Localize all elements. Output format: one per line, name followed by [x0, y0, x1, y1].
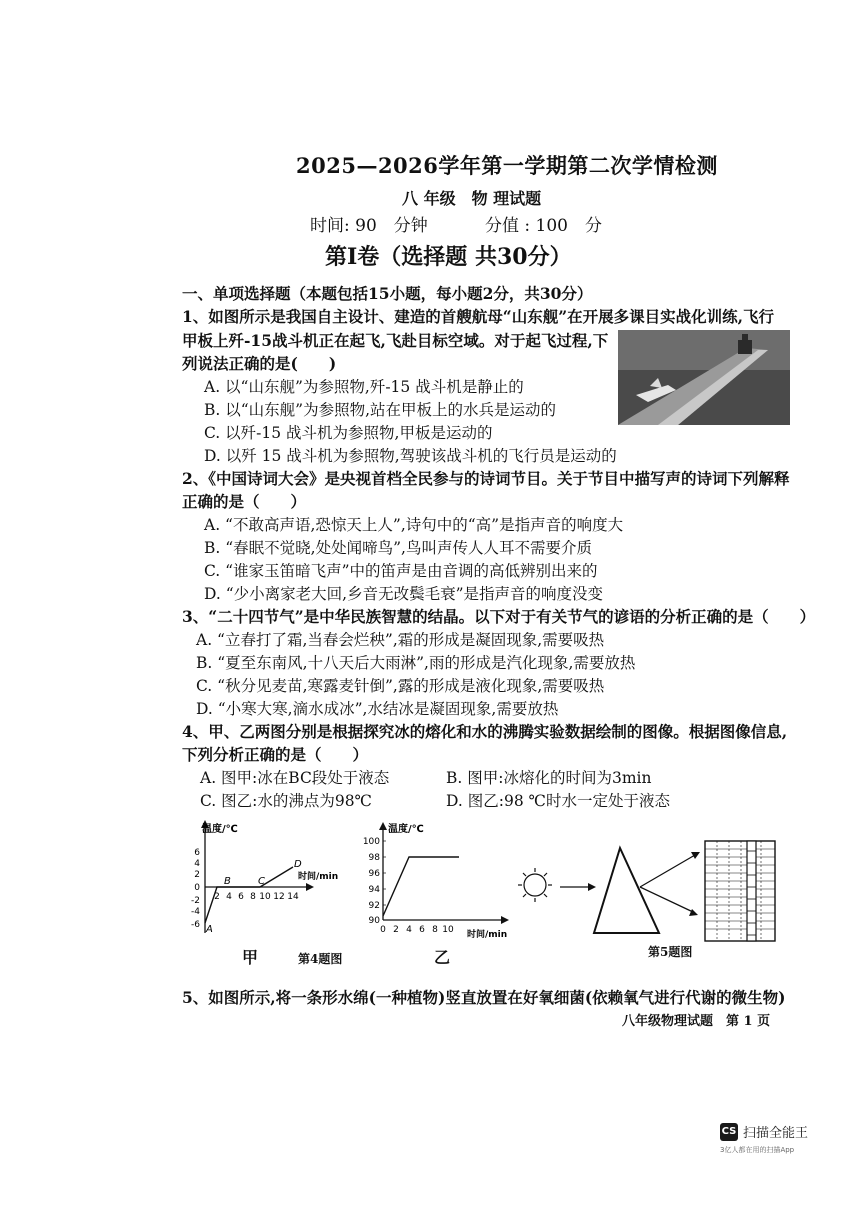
yi-y-label: 温度/℃: [388, 824, 424, 835]
q1-stem-line2: 甲板上歼-15战斗机正在起飞,飞赴目标空域。对于起飞过程,下: [182, 331, 609, 350]
figure-jia-graph: [180, 815, 360, 940]
q4-option-a: A. 图甲:冰在BC段处于液态: [200, 769, 390, 787]
scanner-logo-icon: CS: [720, 1123, 738, 1141]
yi-xtick: 8: [432, 925, 438, 935]
yi-ytick: 94: [368, 885, 380, 895]
exam-score: 分值 : 100 分: [485, 216, 602, 236]
yi-ytick: 98: [368, 853, 380, 863]
q2-option-b: B. “春眠不觉晓,处处闻啼鸟”,鸟叫声传人人耳不需要介质: [204, 539, 592, 557]
jia-point-c: C: [258, 876, 265, 887]
q2-stem-line1: 2、《中国诗词大会》是央视首档全民参与的诗词节目。关于节目中描写声的诗词下列解释: [182, 469, 790, 488]
q2-option-d: D. “少小离家老大回,乡音无改鬓毛衰”是指声音的响度没变: [204, 585, 604, 603]
page-footer: 八年级物理试题 第 1 页: [622, 1014, 771, 1029]
figure-yi-caption: 乙: [434, 948, 451, 967]
scanner-tagline: 3亿人都在用的扫描App: [720, 1146, 795, 1154]
q1-option-a: A. 以“山东舰”为参照物,歼-15 战斗机是静止的: [204, 378, 524, 396]
scanner-watermark: [720, 1122, 808, 1141]
jia-ytick: 6: [194, 848, 200, 858]
q1-option-b: B. 以“山东舰”为参照物,站在甲板上的水兵是运动的: [204, 401, 557, 419]
yi-ytick: 92: [368, 901, 380, 911]
q2-option-a: A. “不敢高声语,恐惊天上人”,诗句中的“高”是指声音的响度大: [204, 516, 624, 534]
q4-stem-line1: 4、甲、乙两图分别是根据探究冰的熔化和水的沸腾实验数据绘制的图像。根据图像信息,: [182, 722, 788, 741]
q1-option-c: C. 以歼-15 战斗机为参照物,甲板是运动的: [204, 424, 493, 442]
jia-ytick: 2: [194, 870, 200, 880]
figure-q5-diagram: [512, 815, 792, 943]
part-title: 第Ⅰ卷（选择题 共30分）: [325, 244, 572, 270]
jia-xtick: 12: [273, 892, 285, 902]
jia-xtick: 14: [287, 892, 299, 902]
q2-stem-line2: 正确的是（ ）: [182, 492, 307, 511]
q4-option-b: B. 图甲:冰熔化的时间为3min: [446, 769, 652, 787]
exam-subtitle: 八 年级 物 理试题: [402, 189, 542, 208]
q3-option-a: A. “立春打了霜,当春会烂秧”,霜的形成是凝固现象,需要吸热: [196, 631, 605, 649]
q4-option-c: C. 图乙:水的沸点为98℃: [200, 792, 372, 810]
exam-time: 时间: 90 分钟: [310, 216, 428, 236]
jia-xtick: 8: [250, 892, 256, 902]
q1-stem-line3: 列说法正确的是( ): [182, 354, 337, 373]
q1-stem-line1: 1、如图所示是我国自主设计、建造的首艘航母“山东舰”在开展多课目实战化训练,飞行: [182, 307, 775, 326]
figure-jia-caption: 甲: [242, 948, 259, 967]
jia-xtick: 6: [238, 892, 244, 902]
yi-x-label: 时间/min: [467, 930, 508, 940]
jia-xtick: 10: [259, 892, 271, 902]
jia-ytick: -6: [191, 920, 200, 930]
yi-xtick: 6: [419, 925, 425, 935]
q3-option-b: B. “夏至东南风,十八天后大雨淋”,雨的形成是汽化现象,需要放热: [196, 654, 636, 672]
yi-ytick: 100: [362, 837, 380, 847]
exam-title: 2025—2026学年第一学期第二次学情检测: [296, 153, 718, 178]
jia-xtick: 2: [214, 892, 220, 902]
figure-yi-graph: [355, 815, 535, 940]
jia-ytick: 0: [194, 883, 200, 893]
yi-xtick: 0: [380, 925, 386, 935]
q4-stem-line2: 下列分析正确的是（ ）: [182, 745, 369, 764]
jia-point-a: A: [206, 924, 213, 935]
jia-ytick: 4: [194, 859, 200, 869]
jia-point-b: B: [224, 876, 231, 887]
carrier-photo: [618, 330, 790, 425]
q2-option-c: C. “谁家玉笛暗飞声”中的笛声是由音调的高低辨别出来的: [204, 562, 598, 580]
q5-stem-line1: 5、如图所示,将一条形水绵(一种植物)竖直放置在好氧细菌(依赖氧气进行代谢的微生物): [182, 988, 786, 1007]
yi-ytick: 90: [368, 916, 380, 926]
figure-q4-caption: 第4题图: [298, 952, 343, 966]
jia-x-label: 时间/min: [298, 872, 339, 882]
yi-xtick: 2: [393, 925, 399, 935]
jia-xtick: 4: [226, 892, 232, 902]
jia-point-d: D: [294, 859, 302, 870]
q3-option-d: D. “小寒大寒,滴水成冰”,水结冰是凝固现象,需要放热: [196, 700, 559, 718]
scanner-brand-name: 扫描全能王: [743, 1126, 809, 1141]
yi-xtick: 10: [442, 925, 454, 935]
q3-stem-line1: 3、“二十四节气”是中华民族智慧的结晶。以下对于有关节气的谚语的分析正确的是（ ）: [182, 607, 816, 626]
yi-xtick: 4: [406, 925, 412, 935]
section-heading: 一、单项选择题（本题包括15小题，每小题2分，共30分）: [182, 284, 593, 303]
jia-y-label: 温度/℃: [202, 824, 238, 835]
yi-ytick: 96: [368, 869, 380, 879]
jia-ytick: -2: [191, 896, 200, 906]
q4-option-d: D. 图乙:98 ℃时水一定处于液态: [446, 792, 670, 810]
q1-option-d: D. 以歼 15 战斗机为参照物,驾驶该战斗机的飞行员是运动的: [204, 447, 617, 465]
jia-ytick: -4: [191, 907, 200, 917]
q3-option-c: C. “秋分见麦苗,寒露麦针倒”,露的形成是液化现象,需要吸热: [196, 677, 605, 695]
figure-q5-caption: 第5题图: [648, 945, 693, 959]
